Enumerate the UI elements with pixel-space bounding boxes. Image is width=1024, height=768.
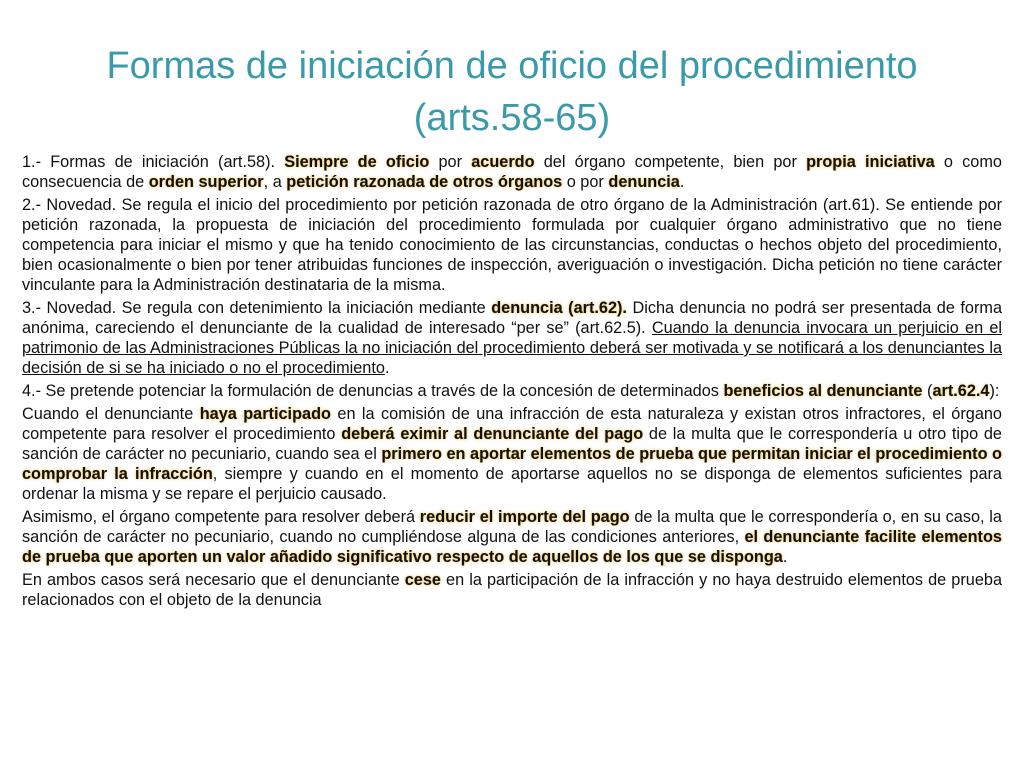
highlighted-text: denuncia bbox=[608, 173, 680, 191]
highlighted-text: primero en aportar elementos de prueba que permitan iniciar el procedimiento o comprobar la infracción bbox=[22, 445, 1002, 483]
text-segment: , a bbox=[263, 173, 287, 191]
highlighted-text: denuncia (art.62). bbox=[491, 299, 627, 317]
text-segment: Dicha denuncia no podrá ser presentada de forma anónima, careciendo el denunciante de la cualidad de interesado “per se” (art.62.5). bbox=[22, 299, 1003, 337]
paragraph-7 bbox=[22, 570, 1002, 610]
highlighted-text: el denunciante facilite elementos de prueba que aporten un valor añadido significativo respecto de aquellos de los que se disponga bbox=[22, 528, 1002, 566]
highlighted-text: acuerdo bbox=[471, 153, 535, 171]
text-segment: 3.- Novedad. Se regula con detenimiento la iniciación mediante bbox=[22, 299, 492, 317]
text-segment: por bbox=[429, 153, 472, 171]
text-segment: Asimismo, el órgano competente para resolver deberá bbox=[22, 508, 420, 526]
highlighted-text: Siempre de oficio bbox=[284, 153, 430, 171]
paragraph-5 bbox=[22, 404, 1002, 504]
text-segment: o por bbox=[562, 173, 609, 191]
text-segment: , siempre y cuando en el momento de aportarse aquellos no se disponga de elementos suficientes para ordenar la misma y se repare el perjuicio causado. bbox=[22, 465, 1002, 503]
text-segment: en la comisión de una infracción de esta naturaleza y existan otros infractores, el órgano competente para resolver el procedimiento bbox=[22, 405, 1002, 443]
underlined-text: Cuando la denuncia invocara un perjuicio en el patrimonio de las Administraciones Públicas la no iniciación del procedimiento deberá ser motivada y se notificará a los denunciantes la decisión de si se ha iniciado o no el procedimiento bbox=[22, 319, 1002, 377]
text-segment: Cuando el denunciante bbox=[22, 405, 200, 423]
highlighted-text: petición razonada de otros órganos bbox=[286, 173, 563, 191]
text-segment: del órgano competente, bien por bbox=[534, 153, 807, 171]
title-line-1: Formas de iniciación de oficio del procedimiento bbox=[106, 45, 918, 87]
title-line-2: (arts.58-65) bbox=[413, 97, 611, 139]
highlighted-text: beneficios al denunciante bbox=[723, 382, 923, 400]
slide-title bbox=[40, 40, 984, 144]
text-segment: de la multa que le correspondería u otro tipo de sanción de carácter no pecuniario, cuando sea el bbox=[22, 425, 1002, 463]
paragraph-3 bbox=[22, 298, 1002, 378]
paragraph-4 bbox=[22, 381, 1002, 401]
highlighted-text: reducir el importe del pago bbox=[419, 508, 630, 526]
highlighted-text: cese bbox=[404, 571, 441, 589]
text-segment: 4.- Se pretende potenciar la formulación de denuncias a través de la concesión de determinados bbox=[22, 382, 724, 400]
text-segment: . bbox=[782, 548, 788, 566]
highlighted-text: haya participado bbox=[199, 405, 331, 423]
text-segment: de la multa que le correspondería o, en su caso, la sanción de carácter no pecuniario, cuando no cumpliéndose alguna de las condiciones anteriores, bbox=[22, 508, 1002, 546]
highlighted-text: deberá eximir al denunciante del pago bbox=[341, 425, 644, 443]
paragraph-2 bbox=[22, 195, 1002, 295]
text-segment: en la participación de la infracción y no haya destruido elementos de prueba relacionados con el objeto de la denuncia bbox=[22, 571, 1002, 609]
text-segment: 1.- Formas de iniciación (art.58). bbox=[22, 153, 285, 171]
text-segment: . bbox=[384, 359, 390, 377]
text-segment: ( bbox=[922, 382, 933, 400]
highlighted-text: art.62.4 bbox=[932, 382, 990, 400]
text-segment: 2.- Novedad. Se regula el inicio del procedimiento por petición razonada de otro órgano de la Administración (art.61). Se entiende por petición razonada, la propuesta de iniciación del procedimiento formulada por cualquier órgano administrativo que no tiene competencia para iniciar el mismo y que ha tenido conocimiento de las circunstancias, conductas o hechos objeto del procedimiento, bien ocasionalmente o bien por tener atribuidas funciones de inspección, averiguación o investigación. Dicha petición no tiene carácter vinculante para la Administración destinataria de la misma. bbox=[22, 196, 1002, 294]
highlighted-text: propia iniciativa bbox=[806, 153, 935, 171]
text-segment: . bbox=[679, 173, 685, 191]
text-segment: En ambos casos será necesario que el denunciante bbox=[22, 571, 405, 589]
highlighted-text: orden superior bbox=[148, 173, 264, 191]
text-segment: o como consecuencia de bbox=[22, 153, 1002, 191]
paragraph-6 bbox=[22, 507, 1002, 567]
slide-body bbox=[22, 152, 1002, 613]
text-segment: ): bbox=[989, 382, 1000, 400]
paragraph-1 bbox=[22, 152, 1002, 192]
